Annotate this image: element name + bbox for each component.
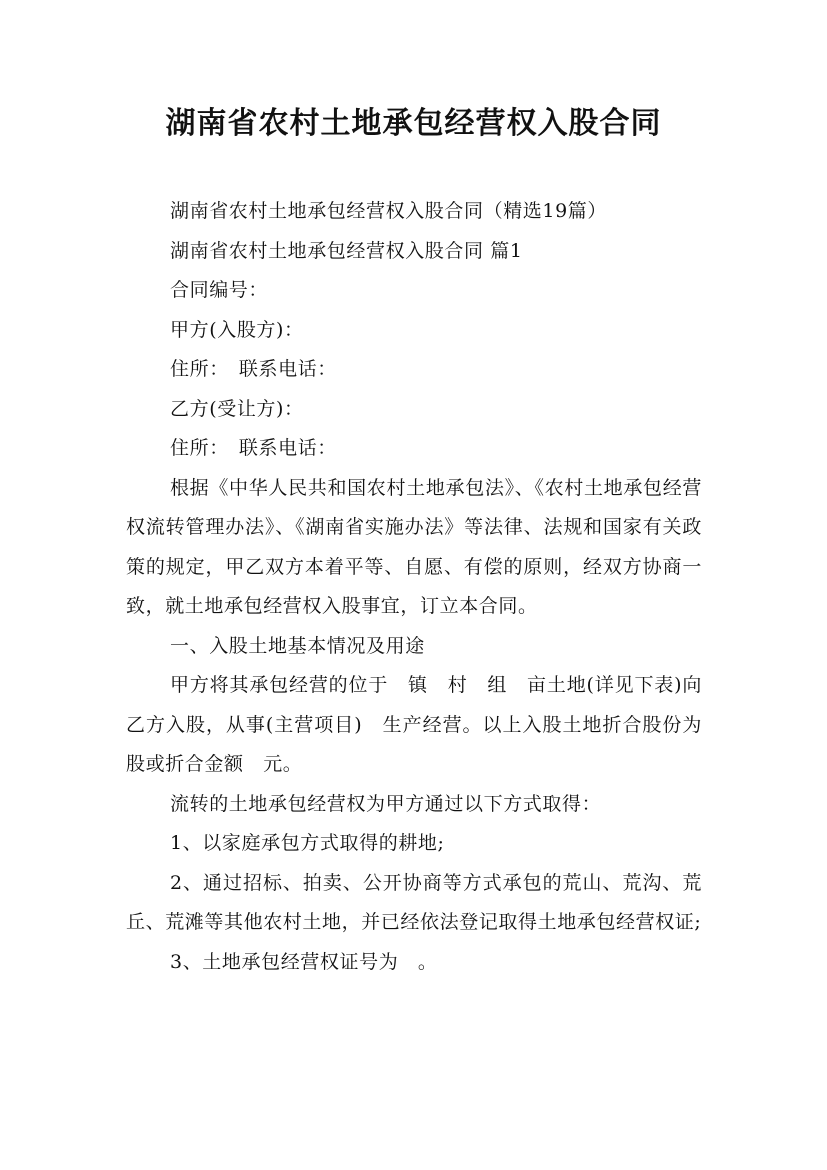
list-item-1: 1、以家庭承包方式取得的耕地;	[170, 832, 445, 854]
party-a-address: 住所： 联系电话：	[170, 358, 337, 380]
document-subtitle: 湖南省农村土地承包经营权入股合同（精选19篇）	[170, 200, 607, 222]
list-item-2: 2、通过招标、拍卖、公开协商等方式承包的荒山、荒沟、荒丘、荒滩等其他农村土地，并已经依法登记取得土地承包经营权证;	[126, 871, 702, 933]
document-body	[126, 192, 722, 982]
section-heading: 湖南省农村土地承包经营权入股合同 篇1	[170, 239, 523, 262]
party-b-address: 住所： 联系电话：	[170, 437, 337, 459]
party-a-label: 甲方(入股方)：	[170, 318, 304, 341]
article1-heading: 一、入股土地基本情况及用途	[170, 634, 425, 657]
article1-paragraph: 甲方将其承包经营的位于 镇 村 组 亩土地(详见下表)向乙方入股，从事(主营项目) 生产经营。以上入股土地折合股份为 股或折合金额 元。	[126, 674, 722, 775]
list-item-3: 3、土地承包经营权证号为 。	[170, 950, 438, 973]
contract-number-label: 合同编号：	[170, 279, 269, 301]
acquisition-intro: 流转的土地承包经营权为甲方通过以下方式取得：	[170, 792, 602, 815]
document-title: 湖南省农村土地承包经营权入股合同	[165, 106, 662, 141]
preamble-paragraph: 根据《中华人民共和国农村土地承包法》、《农村土地承包经营权流转管理办法》、《湖南省实施办法》等法律、法规和国家有关政策的规定，甲乙双方本着平等、自愿、有偿的原则，经双方协商一致，就土地承包经营权入股事宜，订立本合同。	[126, 476, 702, 617]
party-b-label: 乙方(受让方)：	[170, 397, 304, 420]
